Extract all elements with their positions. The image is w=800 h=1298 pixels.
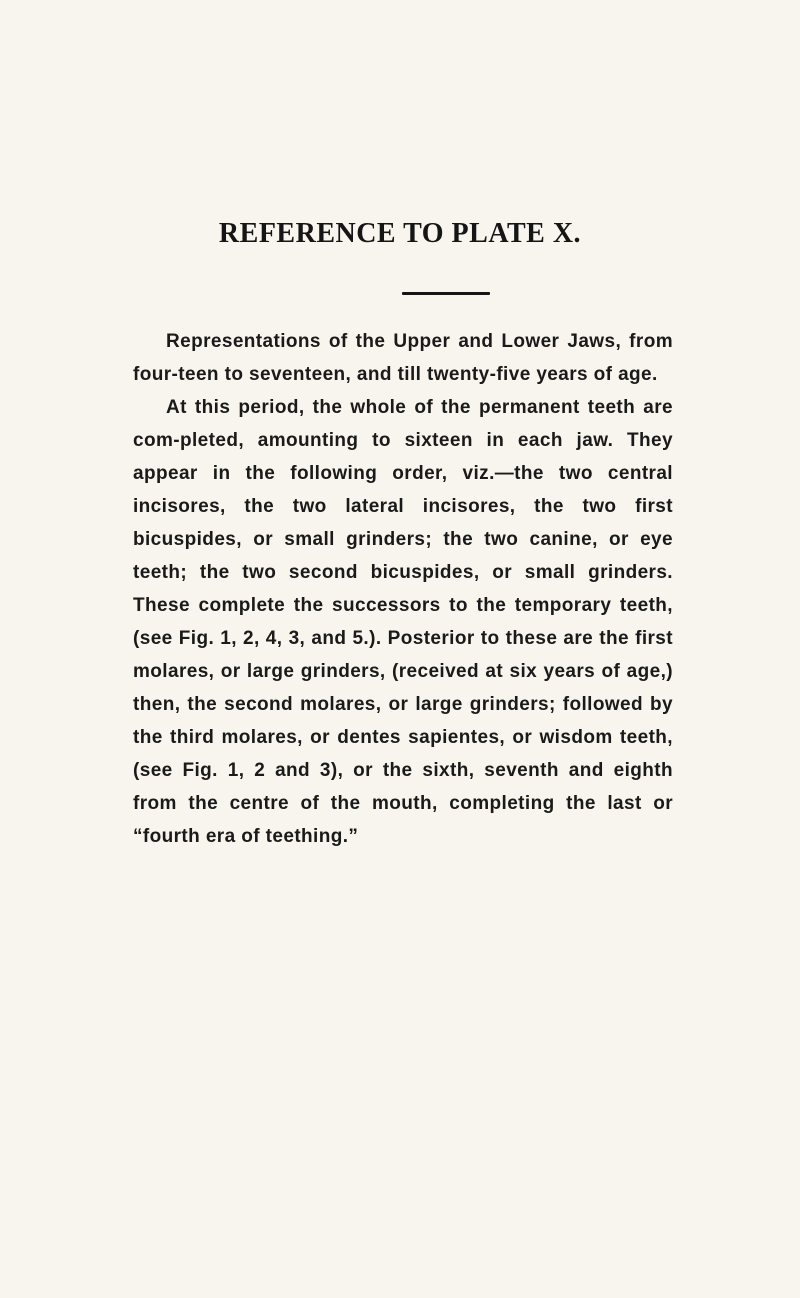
paragraph-intro: Representations of the Upper and Lower Jaws, from four-teen to seventeen, and till twenty-five years of age.: [133, 331, 673, 385]
page-heading: REFERENCE TO PLATE X.: [218, 218, 582, 249]
body-text: [133, 325, 673, 853]
paragraph-description: At this period, the whole of the permanent teeth are com-pleted, amounting to sixteen in each jaw. They appear in the following order, viz.—the two central incisores, the two lateral incisores, the two first bicuspides, or small grinders; the two canine, or eye teeth; the two second bicuspides, or small grinders. These complete the successors to the temporary teeth, (see Fig. 1, 2, 4, 3, and 5.). Posterior to these are the first molares, or large grinders, (received at six years of age,) then, the second molares, or large grinders; followed by the third molares, or dentes sapientes, or wisdom teeth, (see Fig. 1, 2 and 3), or the sixth, seventh and eighth from the centre of the mouth, completing the last or “fourth era of teething.”: [133, 397, 673, 847]
heading-divider-rule: [402, 292, 490, 295]
